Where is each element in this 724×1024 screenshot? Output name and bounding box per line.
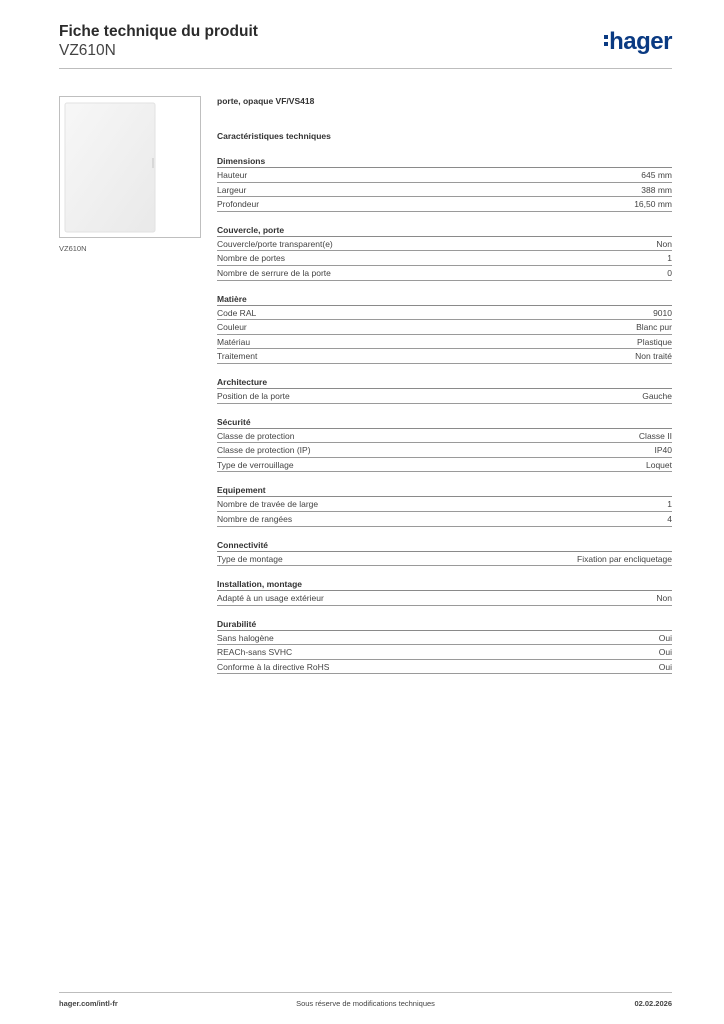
footer-disclaimer: Sous réserve de modifications techniques <box>296 999 435 1008</box>
spec-row <box>217 443 672 458</box>
spec-section <box>217 154 672 212</box>
door-panel-icon <box>64 102 156 233</box>
spec-label: Adapté à un usage extérieur <box>217 593 324 604</box>
spec-row <box>217 335 672 350</box>
section-title: Equipement <box>217 483 672 497</box>
spec-row <box>217 306 672 321</box>
spec-label: Classe de protection <box>217 430 295 441</box>
spec-label: Couvercle/porte transparent(e) <box>217 238 333 249</box>
spec-value: Non traité <box>635 351 672 362</box>
spec-value: Gauche <box>642 390 672 401</box>
spec-label: Profondeur <box>217 199 260 210</box>
spec-row <box>217 320 672 335</box>
spec-section <box>217 617 672 675</box>
spec-row <box>217 266 672 281</box>
section-title: Architecture <box>217 375 672 389</box>
footer-website: hager.com/intl-fr <box>59 999 118 1008</box>
spec-value: Classe II <box>638 430 672 441</box>
spec-label: Nombre de serrure de la porte <box>217 267 331 278</box>
spec-row <box>217 349 672 364</box>
section-title: Couvercle, porte <box>217 223 672 237</box>
spec-row <box>217 458 672 473</box>
spec-value: Non <box>656 238 672 249</box>
spec-value: Non <box>656 593 672 604</box>
product-code: VZ610N <box>59 42 116 59</box>
spec-label: Nombre de travée de large <box>217 499 319 510</box>
section-title: Durabilité <box>217 617 672 631</box>
spec-label: Matériau <box>217 336 251 347</box>
spec-label: Largeur <box>217 184 247 195</box>
spec-row <box>217 631 672 646</box>
spec-label: Hauteur <box>217 170 248 180</box>
spec-row <box>217 591 672 606</box>
spec-sections <box>217 154 672 674</box>
spec-section <box>217 292 672 364</box>
spec-value: 16,50 mm <box>634 199 672 210</box>
spec-value: Oui <box>658 632 672 643</box>
spec-value: 1 <box>667 499 672 510</box>
spec-row <box>217 251 672 266</box>
spec-value: 645 mm <box>641 170 672 180</box>
section-title: Sécurité <box>217 415 672 429</box>
spec-row <box>217 552 672 567</box>
footer-date: 02.02.2026 <box>634 999 672 1008</box>
logo-dots-icon <box>604 32 608 49</box>
spec-row <box>217 168 672 183</box>
spec-row <box>217 512 672 527</box>
product-image <box>59 96 201 238</box>
spec-section <box>217 538 672 567</box>
spec-value: Oui <box>658 661 672 672</box>
spec-value: Oui <box>658 647 672 658</box>
logo-text: hager <box>609 28 672 55</box>
spec-section <box>217 415 672 473</box>
spec-value: Plastique <box>637 336 672 347</box>
spec-label: Traitement <box>217 351 258 362</box>
spec-value: 1 <box>667 253 672 264</box>
spec-label: Type de montage <box>217 553 283 564</box>
spec-label: Classe de protection (IP) <box>217 445 311 456</box>
spec-row <box>217 237 672 252</box>
spec-label: Nombre de portes <box>217 253 286 264</box>
spec-row <box>217 183 672 198</box>
specs-heading: Caractéristiques techniques <box>217 131 331 141</box>
hager-logo <box>604 28 672 56</box>
spec-value: Loquet <box>646 459 672 470</box>
spec-row <box>217 645 672 660</box>
spec-label: Type de verrouillage <box>217 459 294 470</box>
spec-row <box>217 389 672 404</box>
section-title: Dimensions <box>217 154 672 168</box>
spec-content <box>217 94 672 674</box>
spec-section <box>217 223 672 281</box>
spec-label: REACh-sans SVHC <box>217 647 293 658</box>
spec-value: Blanc pur <box>636 322 672 333</box>
spec-label: Conforme à la directive RoHS <box>217 661 330 672</box>
spec-row <box>217 197 672 212</box>
section-title: Matière <box>217 292 672 306</box>
spec-value: 4 <box>667 513 672 524</box>
image-caption: VZ610N <box>59 244 87 253</box>
spec-row <box>217 497 672 512</box>
spec-row <box>217 429 672 444</box>
spec-value: Fixation par encliquetage <box>577 553 672 564</box>
spec-label: Couleur <box>217 322 247 333</box>
spec-label: Position de la porte <box>217 390 290 401</box>
spec-value: 9010 <box>653 307 672 318</box>
page-header <box>59 22 672 60</box>
document-title: Fiche technique du produit <box>59 23 258 40</box>
spec-section <box>217 577 672 606</box>
section-title: Installation, montage <box>217 577 672 591</box>
footer-divider <box>59 992 672 993</box>
spec-label: Sans halogène <box>217 632 274 643</box>
header-divider <box>59 68 672 69</box>
spec-label: Nombre de rangées <box>217 513 293 524</box>
spec-label: Code RAL <box>217 307 257 318</box>
spec-section <box>217 375 672 404</box>
spec-value: 388 mm <box>641 184 672 195</box>
spec-value: 0 <box>667 267 672 278</box>
spec-section <box>217 483 672 526</box>
product-name: porte, opaque VF/VS418 <box>217 96 315 106</box>
spec-value: IP40 <box>654 445 672 456</box>
section-title: Connectivité <box>217 538 672 552</box>
spec-row <box>217 660 672 675</box>
